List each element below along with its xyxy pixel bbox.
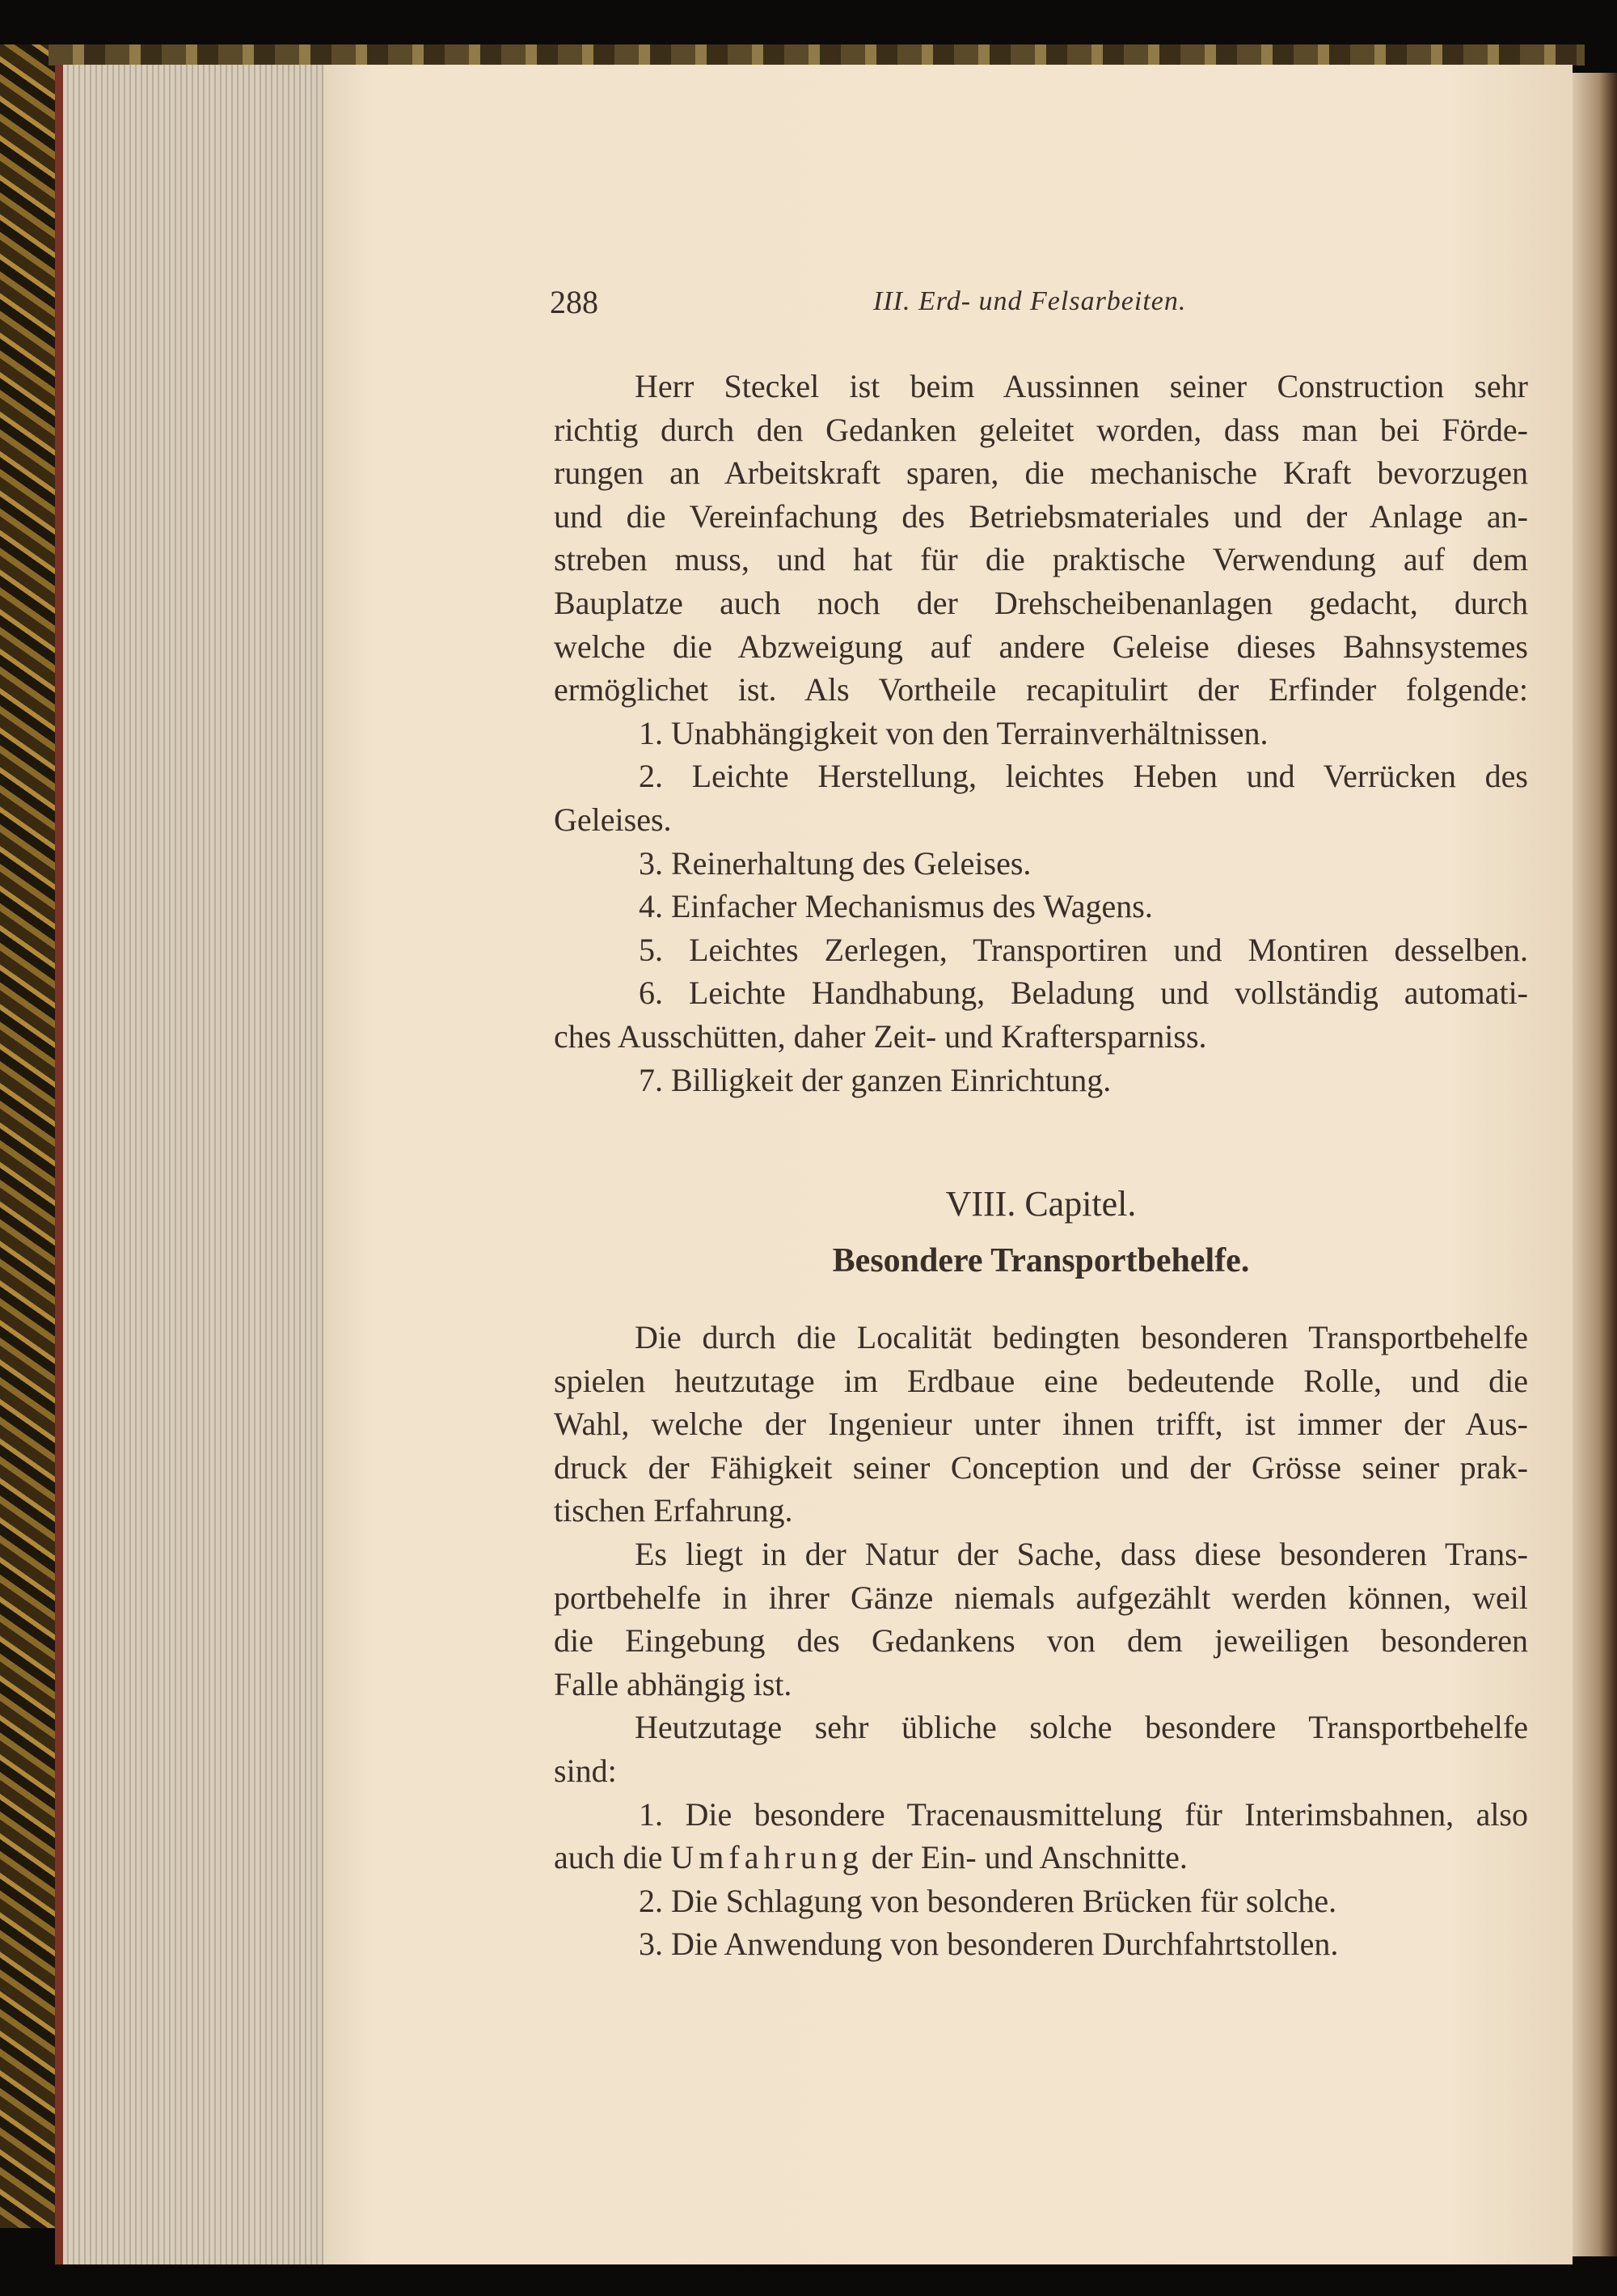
running-title: III. Erd- und Felsarbeiten. [873, 286, 1187, 316]
text-line: Herr Steckel ist beim Aussinnen seiner Construction sehr [635, 368, 1528, 404]
list-item: 1. Die besondere Tracenausmittelung für Interimsbahnen, also [639, 1795, 1528, 1833]
list-item-continuation: Geleises. [554, 801, 672, 838]
text-line: sind: [554, 1752, 617, 1789]
list-item: 2. Leichte Herstellung, leichtes Heben und Verrücken des [639, 758, 1528, 795]
list-item: 2. Die Schlagung von besonderen Brücken für solche. [639, 1882, 1337, 1919]
text-line: und die Vereinfachung des Betriebsmateriales und der Anlage an- [554, 497, 1528, 535]
page-header [550, 283, 1528, 323]
text-line: Es liegt in der Natur der Sache, dass diese besonderen Trans- [635, 1535, 1528, 1572]
chapter-body [554, 1316, 1528, 1966]
list-item: 5. Leichtes Zerlegen, Transportiren und Montiren desselben. [639, 931, 1528, 968]
text-line: Falle abhängig ist. [554, 1665, 792, 1702]
text-line: rungen an Arbeitskraft sparen, die mechanische Kraft bevorzugen [554, 455, 1528, 492]
book-cover-top [49, 44, 1585, 66]
list-item: 3. Reinerhaltung des Geleises. [639, 844, 1032, 882]
text-line: ermöglichet ist. Als Vortheile recapitulirt der Erfinder folgende: [554, 671, 1528, 708]
chapter-title: Besondere Transportbehelfe. [832, 1242, 1250, 1279]
text-fragment: der Ein- und Anschnitte. [863, 1839, 1188, 1876]
page-number: 288 [550, 284, 598, 320]
text-line: spielen heutzutage im Erdbaue eine bedeutende Rolle, und die [554, 1362, 1528, 1399]
text-line: welche die Abzweigung auf andere Geleise dieses Bahnsystemes [554, 628, 1528, 665]
list-item-continuation: ches Ausschütten, daher Zeit- und Kraftersparniss. [554, 1017, 1207, 1055]
list-item: 1. Unabhängigkeit von den Terrainverhältnissen. [639, 714, 1269, 751]
text-line: Wahl, welche der Ingenieur unter ihnen trifft, ist immer der Aus- [554, 1406, 1528, 1443]
list-item: 3. Die Anwendung von besonderen Durchfahrtstollen. [639, 1926, 1339, 1963]
text-line: Bauplatze auch noch der Drehscheibenanlagen gedacht, durch [554, 584, 1528, 621]
facing-page-edge [1573, 73, 1617, 2256]
text-line: die Eingebung des Gedankens von dem jeweiligen besonderen [554, 1622, 1528, 1660]
text-line: streben muss, und hat für die praktische Verwendung auf dem [554, 541, 1528, 578]
chapter-number: VIII. Capitel. [945, 1184, 1137, 1224]
text-line: Heutzutage sehr übliche solche besondere Transportbehelfe [635, 1709, 1528, 1746]
text-fragment: auch die [554, 1839, 671, 1876]
list-item: 4. Einfacher Mechanismus des Wagens. [639, 888, 1153, 925]
list-item: 7. Billigkeit der ganzen Einrichtung. [639, 1061, 1112, 1098]
list-item-continuation [554, 1836, 1528, 1880]
text-line: Die durch die Localität bedingten besonderen Transportbehelfe [635, 1319, 1528, 1355]
spaced-emphasis: Umfahrung [670, 1839, 863, 1876]
text-line: druck der Fähigkeit seiner Conception und der Grösse seiner prak- [554, 1448, 1528, 1486]
page-body [554, 365, 1528, 1963]
list-item: 6. Leichte Handhabung, Beladung und vollständig automati- [639, 975, 1528, 1012]
text-line: portbehelfe in ihrer Gänze niemals aufgezählt werden können, weil [554, 1579, 1528, 1616]
page-edges [55, 65, 338, 2264]
text-line: richtig durch den Gedanken geleitet worden, dass man bei Förde- [554, 411, 1528, 448]
text-line: tischen Erfahrung. [554, 1492, 793, 1529]
